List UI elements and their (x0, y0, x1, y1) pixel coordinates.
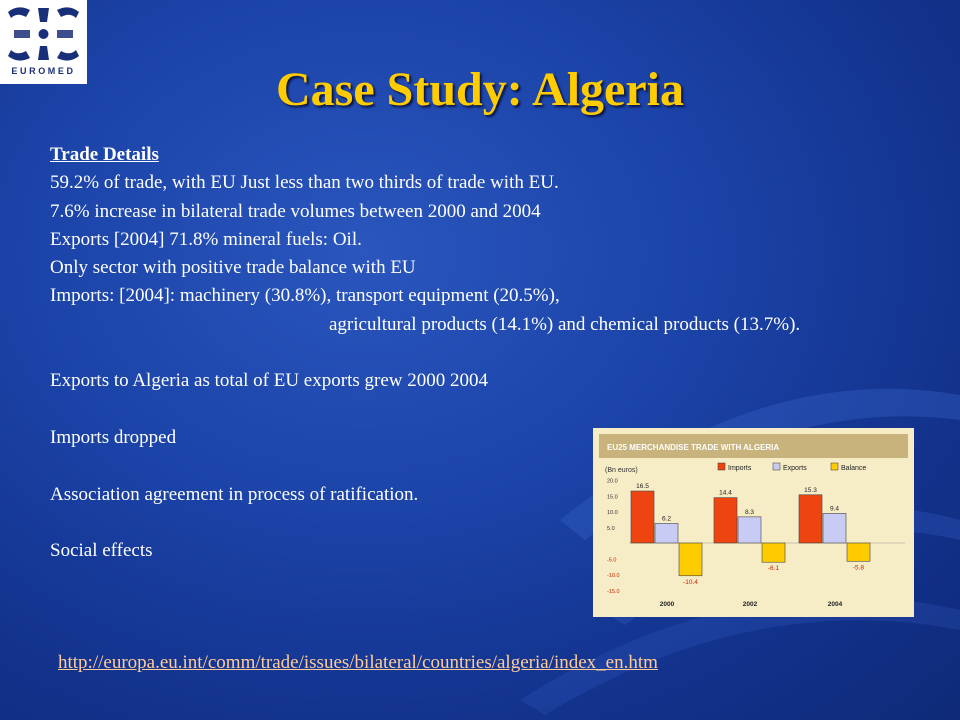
source-link[interactable]: http://europa.eu.int/comm/trade/issues/bilateral/countries/algeria/index_en.htm (58, 652, 658, 673)
body-line: Only sector with positive trade balance with EU (50, 257, 416, 279)
bar-balance-2004 (847, 543, 870, 561)
y-tick-label: 10.0 (607, 510, 618, 516)
x-tick-label: 2002 (742, 601, 758, 608)
bar-imports-2004 (799, 495, 822, 543)
body-line: Exports to Algeria as total of EU exports grew 2000 2004 (50, 370, 488, 392)
bar-balance-2002 (762, 543, 785, 562)
y-tick-label: 5.0 (607, 525, 615, 532)
bar-balance-2000 (679, 543, 702, 576)
bar-exports-2004 (823, 513, 846, 543)
x-tick-label: 2004 (827, 601, 843, 608)
legend-swatch-imports (718, 463, 725, 470)
y-tick-label: 15.0 (607, 494, 618, 501)
body-line: agricultural products (14.1%) and chemical products (13.7%). (329, 313, 801, 335)
bar-exports-2002 (738, 517, 761, 543)
bar-label-exports-2002: 8.3 (744, 508, 755, 516)
bar-exports-2000 (655, 523, 678, 543)
slide-title: Case Study: Algeria (276, 63, 684, 116)
x-tick-label: 2000 (659, 601, 675, 608)
bar-label-imports-2004: 15.3 (804, 486, 817, 494)
body-line: 7.6% increase in bilateral trade volumes between 2000 and 2004 (50, 200, 541, 222)
chart-title: EU25 MERCHANDISE TRADE WITH ALGERIA (607, 443, 780, 452)
legend-swatch-balance (831, 463, 838, 470)
trade-chart-svg (593, 428, 914, 617)
bar-label-balance-2002: -6.1 (767, 565, 780, 573)
bar-label-balance-2000: -10.4 (683, 578, 698, 586)
legend-label-balance: Balance (841, 465, 867, 472)
bar-label-imports-2000: 16.5 (636, 483, 649, 491)
bar-label-imports-2002: 14.4 (719, 489, 732, 497)
bar-imports-2000 (631, 491, 654, 543)
body-line: Imports dropped (50, 426, 177, 448)
y-tick-label: 20.0 (607, 478, 618, 485)
logo-text: EUROMED (11, 66, 76, 76)
body-line: Imports: [2004]: machinery (30.8%), transport equipment (20.5%), (50, 285, 560, 307)
legend-label-exports: Exports (783, 465, 807, 472)
y-tick-label: -10.0 (607, 573, 620, 579)
bar-label-exports-2004: 9.4 (829, 505, 840, 513)
body-line: Exports [2004] 71.8% mineral fuels: Oil. (50, 228, 362, 250)
body-line: Social effects (50, 540, 153, 562)
legend-label-imports: Imports (728, 465, 752, 472)
euromed-emblem-icon (0, 0, 87, 66)
y-tick-label: -5.0 (607, 557, 617, 564)
chart-unit-label: (Bn euros) (605, 467, 638, 474)
legend-swatch-exports (773, 463, 780, 470)
trade-chart (593, 428, 914, 617)
bar-label-balance-2004: -5.8 (852, 564, 865, 572)
trade-details-heading: Trade Details (50, 144, 159, 165)
bar-label-exports-2000: 6.2 (661, 515, 672, 523)
body-line: Association agreement in process of ratification. (50, 483, 419, 505)
body-line: 59.2% of trade, with EU Just less than two thirds of trade with EU. (50, 172, 559, 194)
bar-imports-2002 (714, 498, 737, 543)
y-tick-label: -15.0 (607, 588, 620, 595)
